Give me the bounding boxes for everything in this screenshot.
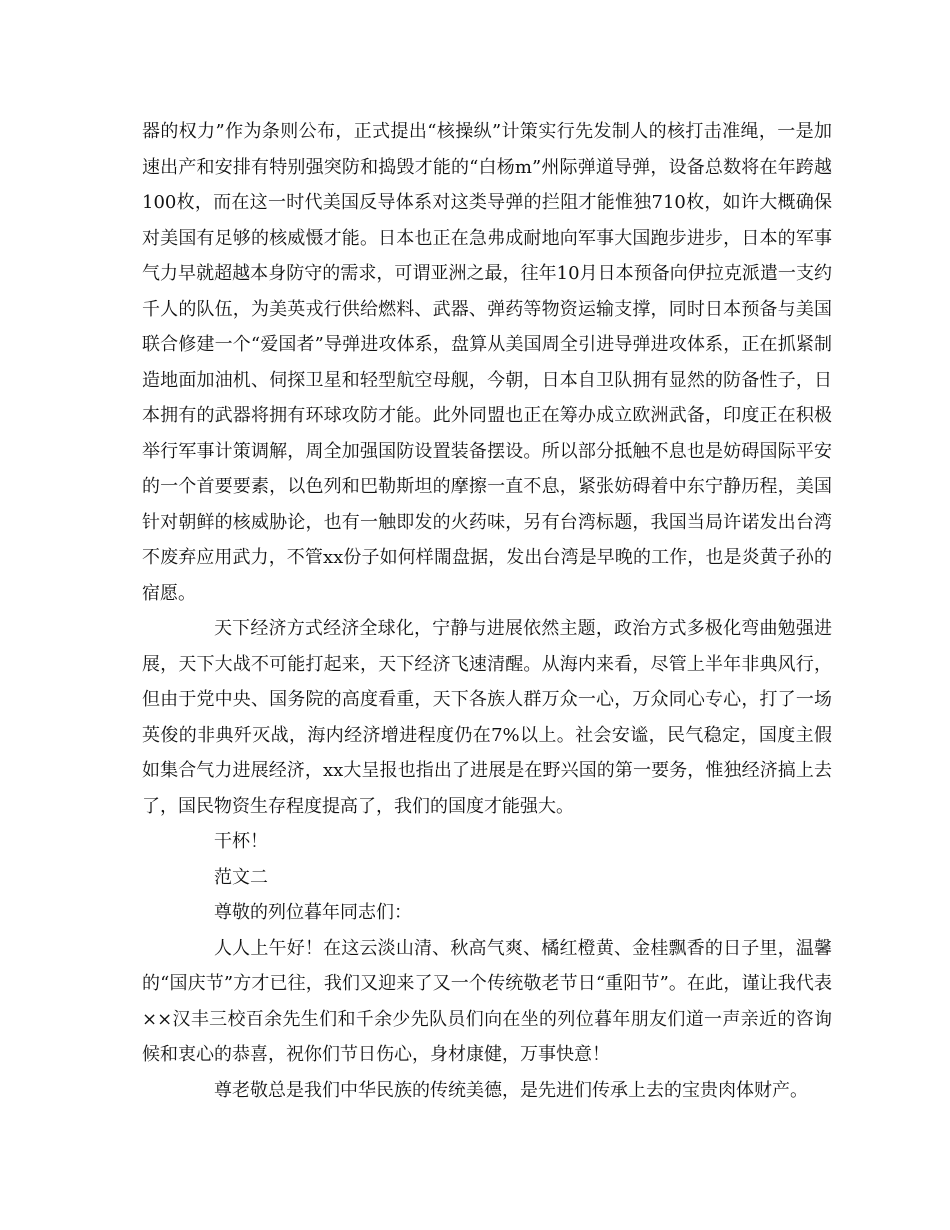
paragraph-cheers: 干杯！	[214, 831, 268, 852]
paragraph-greeting: 人人上午好！在这云淡山清、秋高气爽、橘红橙黄、金桂飘香的日子里，温馨的“国庆节”方才已往，我们又迎来了又一个传统敬老节日“重阳节”。在此，谨让我代表××汉丰三校百余先生们和千余少先队员们向在坐的列位暮年朋友们道一声亲近的咨询候和衷心的恭喜，祝你们节日伤心，身材康健，万事快意！	[142, 937, 832, 1065]
document-body	[142, 114, 832, 1108]
salutation: 尊敬的列位暮年同志们：	[214, 902, 412, 923]
paragraph-economy: 天下经济方式经济全球化，宁静与进展依然主题，政治方式多极化弯曲勉强进展，天下大战不可能打起来，天下经济飞速清醒。从海内来看，尽管上半年非典风行，但由于党中央、国务院的高度看重，天下各族人群万众一心，万众同心专心，打了一场英俊的非典歼灭战，海内经济增进程度仍在7%以上。社会安谧，民气稳定，国度主假如集合气力进展经济，xx大呈报也指出了进展是在野兴国的第一要务，惟独经济搞上去了，国民物资生存程度提高了，我们的国度才能强大。	[142, 618, 832, 817]
section-heading-sample-two: 范文二	[214, 866, 268, 888]
paragraph-tradition: 尊老敬总是我们中华民族的传统美德，是先进们传承上去的宝贵肉体财产。	[214, 1079, 808, 1101]
paragraph-continuation: 器的权力”作为条则公布，正式提出“核操纵”计策实行先发制人的核打击准绳，一是加速出产和安排有特别强突防和捣毁才能的“白杨m”州际弹道导弹，设备总数将在年跨越100枚，而在这一时代美国反导体系对这类导弹的拦阻才能惟独710枚，如许大概确保对美国有足够的核威慑才能。日本也正在急弗成耐地向军事大国跑步进步，日本的军事气力早就超越本身防守的需求，可谓亚洲之最，往年10月日本预备向伊拉克派遣一支约千人的队伍，为美英戎行供给燃料、武器、弹药等物资运输支撑，同时日本预备与美国联合修建一个“爱国者”导弹进攻体系，盘算从美国周全引进导弹进攻体系，正在抓紧制造地面加油机、伺探卫星和轻型航空母舰，今朝，日本自卫队拥有显然的防备性子，日本拥有的武器将拥有环球攻防才能。此外同盟也正在筹办成立欧洲武备，印度正在积极举行军事计策调解，周全加强国防设置装备摆设。所以部分抵触不息也是妨碍国际平安的一个首要要素，以色列和巴勒斯坦的摩擦一直不息，紧张妨碍着中东宁静历程，美国针对朝鲜的核威胁论，也有一触即发的火药味，另有台湾标题，我国当局许诺发出台湾不废弃应用武力，不管xx份子如何样閙盘据，发出台湾是早晚的工作，也是炎黄子孙的宿愿。	[142, 121, 832, 604]
